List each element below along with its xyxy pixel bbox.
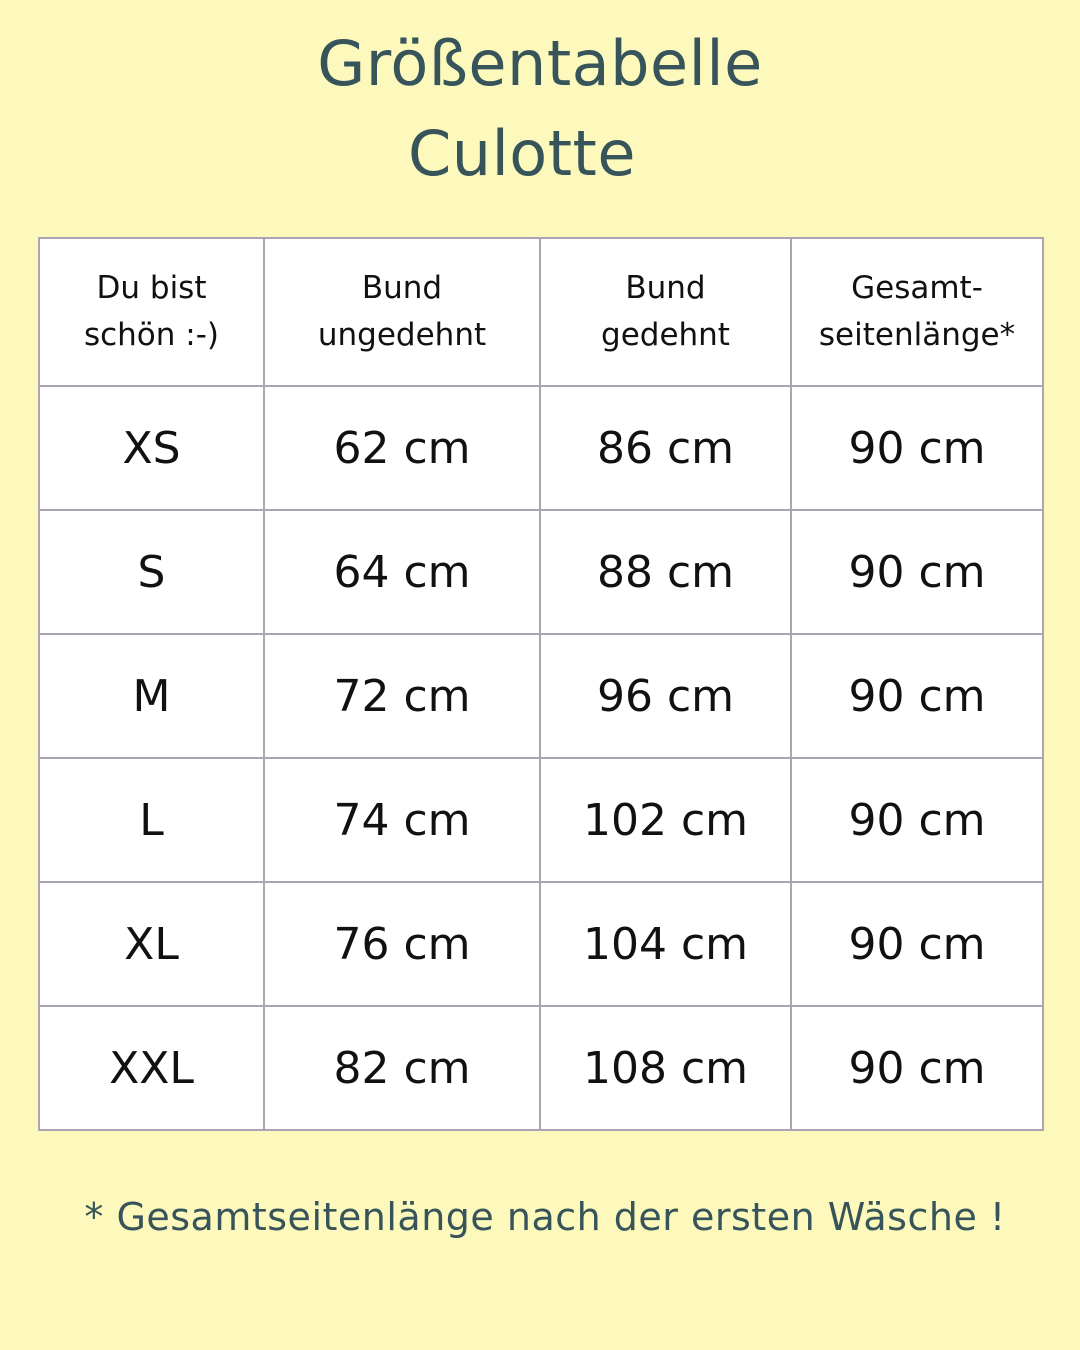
- header-waist-stretched: [540, 238, 791, 386]
- waist-unstretched-cell: 62 cm: [264, 386, 540, 510]
- page-subtitle: Culotte: [407, 117, 636, 190]
- header-waist-unstretched: [264, 238, 540, 386]
- total-length-cell: 90 cm: [791, 386, 1043, 510]
- size-cell: M: [39, 634, 264, 758]
- total-length-cell: 90 cm: [791, 510, 1043, 634]
- table-row: [39, 882, 1043, 1006]
- size-cell: XL: [39, 882, 264, 1006]
- size-cell: L: [39, 758, 264, 882]
- total-length-cell: 90 cm: [791, 882, 1043, 1006]
- header-waist-unstretched-line2: ungedehnt: [317, 317, 487, 353]
- waist-unstretched-cell: 64 cm: [264, 510, 540, 634]
- header-total-length-line1: Gesamt-: [851, 270, 983, 306]
- table-row: [39, 510, 1043, 634]
- header-total-length-line2: seitenlänge*: [818, 317, 1016, 353]
- waist-stretched-cell: 102 cm: [540, 758, 791, 882]
- size-cell: S: [39, 510, 264, 634]
- table-row: [39, 1006, 1043, 1130]
- header-total-length: [791, 238, 1043, 386]
- waist-unstretched-cell: 72 cm: [264, 634, 540, 758]
- header-waist-stretched-line2: gedehnt: [601, 317, 730, 353]
- waist-stretched-cell: 104 cm: [540, 882, 791, 1006]
- header-waist-stretched-line1: Bund: [625, 270, 706, 306]
- table-row: [39, 386, 1043, 510]
- table-header-row: [39, 238, 1043, 386]
- waist-unstretched-cell: 74 cm: [264, 758, 540, 882]
- page-title: Größentabelle: [317, 27, 763, 100]
- header-waist-unstretched-line1: Bund: [361, 270, 443, 306]
- total-length-cell: 90 cm: [791, 1006, 1043, 1130]
- total-length-cell: 90 cm: [791, 758, 1043, 882]
- header-size-line2: schön :-): [83, 317, 220, 353]
- header-size: [39, 238, 264, 386]
- waist-stretched-cell: 86 cm: [540, 386, 791, 510]
- waist-stretched-cell: 88 cm: [540, 510, 791, 634]
- waist-stretched-cell: 108 cm: [540, 1006, 791, 1130]
- total-length-cell: 90 cm: [791, 634, 1043, 758]
- table-row: [39, 758, 1043, 882]
- size-cell: XS: [39, 386, 264, 510]
- waist-unstretched-cell: 82 cm: [264, 1006, 540, 1130]
- waist-unstretched-cell: 76 cm: [264, 882, 540, 1006]
- size-table: [38, 237, 1044, 1131]
- waist-stretched-cell: 96 cm: [540, 634, 791, 758]
- header-size-line1: Du bist: [96, 270, 207, 306]
- footnote: * Gesamtseitenlänge nach der ersten Wäsche !: [84, 1195, 1006, 1239]
- table-row: [39, 634, 1043, 758]
- size-cell: XXL: [39, 1006, 264, 1130]
